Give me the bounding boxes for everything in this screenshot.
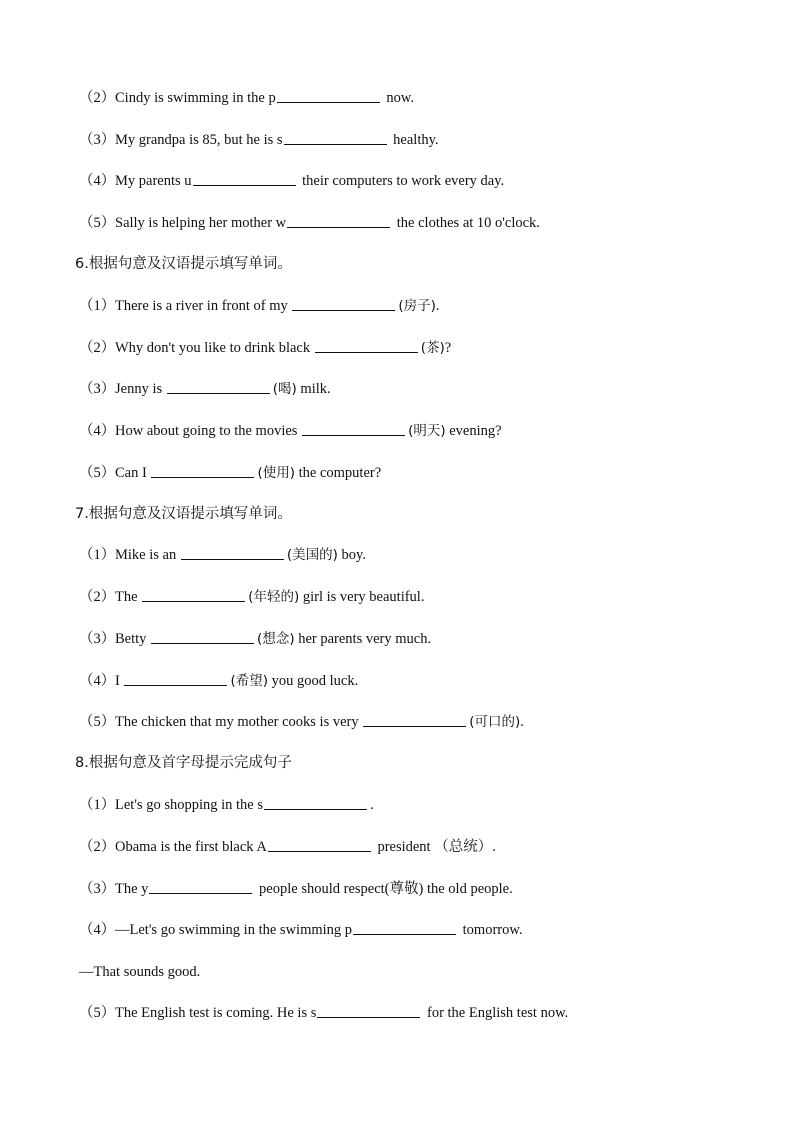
item-text-after: girl is very beautiful. xyxy=(299,589,425,605)
chinese-hint: (希望) xyxy=(230,673,269,689)
item-number: （4） xyxy=(79,423,116,439)
chinese-hint: (明天) xyxy=(408,423,446,439)
item-text-before: I xyxy=(115,673,124,689)
item-text-before: Sally is helping her mother w xyxy=(115,215,287,231)
item-number: （5） xyxy=(79,465,116,481)
answer-blank[interactable] xyxy=(353,920,456,935)
item-number: （2） xyxy=(79,589,116,605)
question-item xyxy=(79,294,754,318)
question-item xyxy=(79,128,754,152)
item-text-after: evening? xyxy=(445,423,502,439)
item-text-after: the clothes at 10 o'clock. xyxy=(393,215,540,231)
item-text-after: . xyxy=(435,298,440,314)
question-item xyxy=(79,461,754,485)
question-item xyxy=(79,169,754,193)
answer-blank[interactable] xyxy=(315,338,418,353)
item-text-after: people should respect(尊敬) the old people. xyxy=(255,881,513,897)
item-number: （5） xyxy=(79,1005,116,1021)
item-number: （2） xyxy=(79,90,116,106)
item-number: （3） xyxy=(79,132,116,148)
chinese-hint: (茶) xyxy=(420,340,445,356)
item-text-before: Let's go shopping in the s xyxy=(115,797,264,813)
item-text-after: now. xyxy=(382,90,414,106)
answer-blank[interactable] xyxy=(151,629,254,644)
item-text-before: Mike is an xyxy=(115,547,180,563)
chinese-hint: (美国的) xyxy=(286,547,338,563)
question-item xyxy=(79,669,754,693)
question-item xyxy=(79,793,754,817)
item-text-after: her parents very much. xyxy=(294,631,432,647)
item-number: （3） xyxy=(79,631,116,647)
item-text-after: boy. xyxy=(337,547,366,563)
answer-blank[interactable] xyxy=(268,837,371,852)
item-number: （4） xyxy=(79,173,116,189)
item-number: （4） xyxy=(79,922,116,938)
item-text-before: How about going to the movies xyxy=(115,423,302,439)
question-item xyxy=(79,918,754,942)
item-text-after: their computers to work every day. xyxy=(298,173,505,189)
question-item xyxy=(79,86,754,110)
item-number: （5） xyxy=(79,215,116,231)
item-text-before: —That sounds good. xyxy=(79,964,201,980)
answer-blank[interactable] xyxy=(292,296,395,311)
item-text-before: Can I xyxy=(115,465,151,481)
section-heading-q6: 6.根据句意及汉语提示填写单词。 xyxy=(75,256,292,272)
chinese-hint: (可口的) xyxy=(469,714,521,730)
item-text-before: The English test is coming. He is s xyxy=(115,1005,317,1021)
item-number: （3） xyxy=(79,381,116,397)
item-text-after: . xyxy=(520,714,524,730)
answer-blank[interactable] xyxy=(264,795,367,810)
item-number: （3） xyxy=(79,881,116,897)
answer-blank[interactable] xyxy=(193,171,296,186)
item-text-after: tomorrow. xyxy=(459,922,523,938)
question-item xyxy=(79,377,754,401)
answer-blank[interactable] xyxy=(151,463,254,478)
item-number: （5） xyxy=(79,714,116,730)
question-item xyxy=(79,336,754,360)
question-item xyxy=(79,835,754,859)
answer-blank[interactable] xyxy=(277,88,380,103)
answer-blank[interactable] xyxy=(287,213,390,228)
item-text-before: My grandpa is 85, but he is s xyxy=(115,132,283,148)
chinese-hint: (年轻的) xyxy=(248,589,300,605)
answer-blank[interactable] xyxy=(142,587,245,602)
item-text-before: —Let's go swimming in the swimming p xyxy=(115,922,353,938)
item-text-before: Cindy is swimming in the p xyxy=(115,90,276,106)
item-text-before: The chicken that my mother cooks is very xyxy=(115,714,363,730)
item-number: （1） xyxy=(79,547,116,563)
answer-blank[interactable] xyxy=(149,879,252,894)
item-text-after: the computer? xyxy=(294,465,382,481)
item-text-before: My parents u xyxy=(115,173,192,189)
item-text-after: ? xyxy=(444,340,452,356)
item-text-before: Obama is the first black A xyxy=(115,839,267,855)
item-text-after: milk. xyxy=(296,381,331,397)
item-number: （2） xyxy=(79,839,116,855)
question-item xyxy=(79,585,754,609)
question-item xyxy=(79,1001,754,1025)
item-text-after: healthy. xyxy=(389,132,439,148)
item-text-after: president （总统）. xyxy=(373,839,496,855)
answer-blank[interactable] xyxy=(302,421,405,436)
item-text-before: Betty xyxy=(115,631,151,647)
answer-blank[interactable] xyxy=(167,379,270,394)
answer-blank[interactable] xyxy=(363,712,466,727)
question-item xyxy=(79,877,754,901)
item-number: （1） xyxy=(79,298,116,314)
item-text-before: The y xyxy=(115,881,149,897)
item-number: （2） xyxy=(79,340,116,356)
chinese-hint: (房子) xyxy=(398,298,436,314)
item-text-before: There is a river in front of my xyxy=(115,298,292,314)
question-item xyxy=(79,710,754,734)
chinese-hint: (想念) xyxy=(257,631,295,647)
answer-blank[interactable] xyxy=(124,671,227,686)
item-number: （4） xyxy=(79,673,116,689)
question-item xyxy=(79,543,754,567)
answer-blank[interactable] xyxy=(317,1003,420,1018)
item-number: （1） xyxy=(79,797,116,813)
answer-blank[interactable] xyxy=(181,545,284,560)
item-text-before: The xyxy=(115,589,142,605)
chinese-hint: (喝) xyxy=(272,381,297,397)
question-item xyxy=(79,211,754,235)
item-text-before: Jenny is xyxy=(115,381,166,397)
section-heading-q8: 8.根据句意及首字母提示完成句子 xyxy=(75,755,292,771)
question-item xyxy=(79,960,754,984)
item-text-after: . xyxy=(370,797,374,813)
section-heading-q7: 7.根据句意及汉语提示填写单词。 xyxy=(75,506,292,522)
question-item xyxy=(79,419,754,443)
answer-blank[interactable] xyxy=(284,130,387,145)
item-text-before: Why don't you like to drink black xyxy=(115,340,314,356)
item-text-after: for the English test now. xyxy=(423,1005,569,1021)
question-item xyxy=(79,627,754,651)
chinese-hint: (使用) xyxy=(257,465,295,481)
item-text-after: you good luck. xyxy=(268,673,359,689)
